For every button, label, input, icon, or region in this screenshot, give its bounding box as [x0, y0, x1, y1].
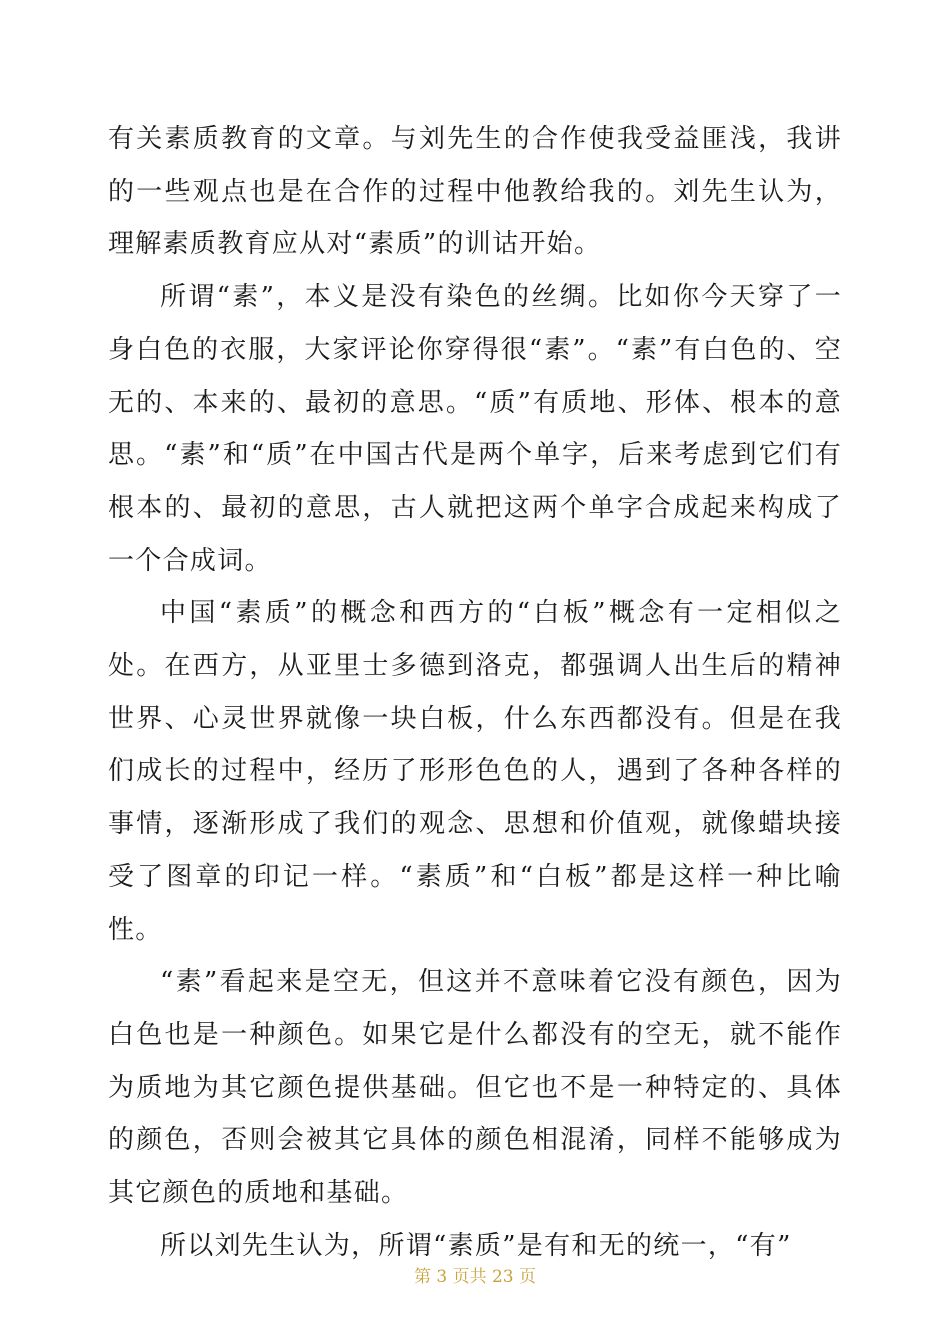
paragraph-1: 有关素质教育的文章。与刘先生的合作使我受益匪浅，我讲的一些观点也是在合作的过程中他教给我的。刘先生认为，理解素质教育应从对“素质”的训诂开始。: [108, 124, 842, 260]
body-text: [108, 113, 842, 1272]
paragraph-3: 中国“素质”的概念和西方的“白板”概念有一定相似之处。在西方，从亚里士多德到洛克，都强调人出生后的精神世界、心灵世界就像一块白板，什么东西都没有。但是在我们成长的过程中，经历了形形色色的人，遇到了各种各样的事情，逐渐形成了我们的观念、思想和价值观，就像蜡块接受了图章的印记一样。“素质”和“白板”都是这样一种比喻性。: [108, 598, 842, 945]
paragraph-2: 所谓“素”，本义是没有染色的丝绸。比如你今天穿了一身白色的衣服，大家评论你穿得很“素”。“素”有白色的、空无的、本来的、最初的意思。“质”有质地、形体、根本的意思。“素”和“质”在中国古代是两个单字，后来考虑到它们有根本的、最初的意思，古人就把这两个单字合成起来构成了一个合成词。: [108, 282, 842, 576]
page-number-footer: 第 3 页共 23 页: [413, 1267, 537, 1287]
paragraph-4: “素”看起来是空无，但这并不意味着它没有颜色，因为白色也是一种颜色。如果它是什么都没有的空无，就不能作为质地为其它颜色提供基础。但它也不是一种特定的、具体的颜色，否则会被其它具体的颜色相混淆，同样不能够成为其它颜色的质地和基础。: [108, 967, 842, 1209]
paragraph-5: 所以刘先生认为，所谓“素质”是有和无的统一，“有”: [160, 1230, 792, 1261]
